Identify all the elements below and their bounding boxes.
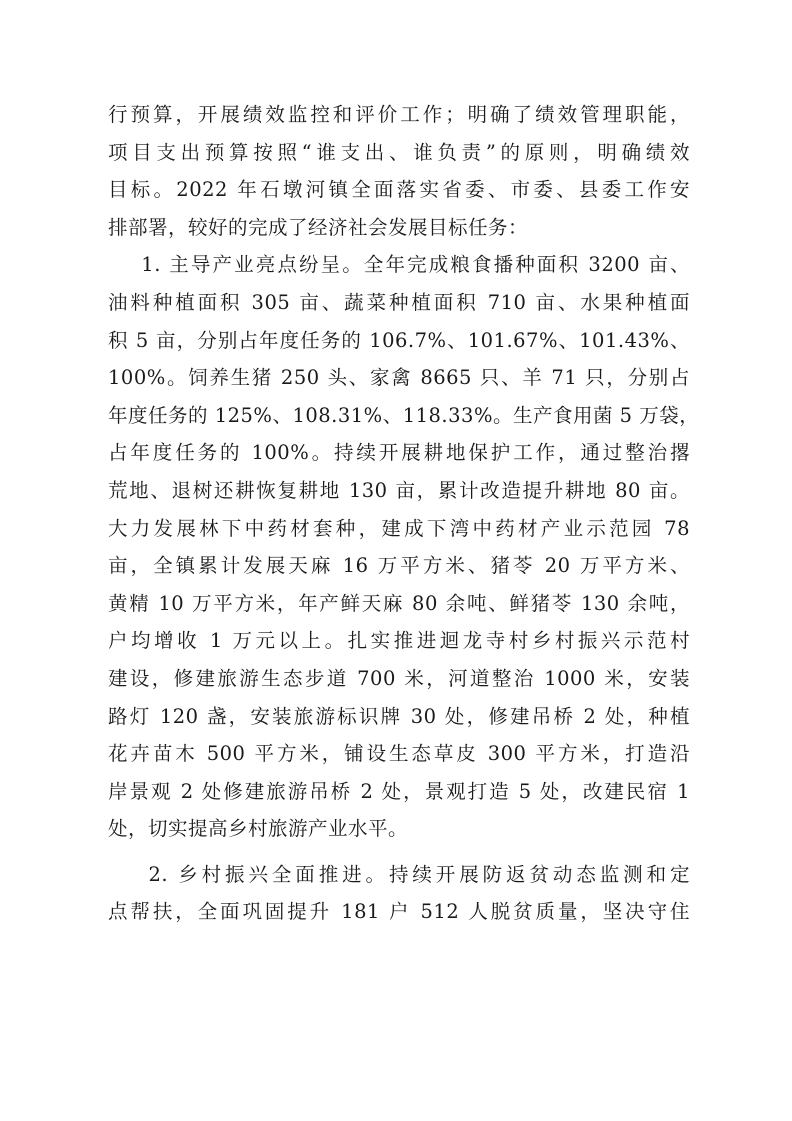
text-line: 荒地、退树还耕恢复耕地 130 亩，累计改造提升耕地 80 亩。: [108, 478, 690, 502]
text-line: 排部署，较好的完成了经济社会发展目标任务：: [108, 215, 529, 239]
text-line: 油料种植面积 305 亩、蔬菜种植面积 710 亩、水果种植面: [108, 290, 690, 314]
text-line: 点帮扶，全面巩固提升 181 户 512 人脱贫质量，坚决守住: [108, 900, 690, 924]
text-line: 岸景观 2 处修建旅游吊桥 2 处，景观打造 5 处，改建民宿 1: [108, 779, 690, 803]
text-line: 花卉苗木 500 平方米，铺设生态草皮 300 平方米，打造沿: [108, 742, 690, 766]
text-line: 亩，全镇累计发展天麻 16 万平方米、猪苓 20 万平方米、: [108, 554, 690, 578]
text-line: 建设，修建旅游生态步道 700 米，河道整治 1000 米，安装: [108, 666, 690, 690]
text-line: 大力发展林下中药材套种，建成下湾中药材产业示范园 78: [108, 516, 690, 540]
text-line: 2. 乡村振兴全面推进。持续开展防返贫动态监测和定: [108, 862, 690, 886]
text-line: 路灯 120 盏，安装旅游标识牌 30 处，修建吊桥 2 处，种植: [108, 704, 690, 728]
paragraph-industry: [108, 246, 700, 848]
document-body: [108, 96, 700, 931]
text-line: 目标。2022 年石墩河镇全面落实省委、市委、县委工作安: [108, 178, 690, 202]
paragraph-rural-revitalization: [108, 856, 690, 931]
text-line: 占年度任务的 100%。持续开展耕地保护工作，通过整治撂: [108, 441, 690, 465]
text-line: 积 5 亩，分别占年度任务的 106.7%、101.67%、101.43%、: [108, 328, 690, 352]
text-line: 黄精 10 万平方米，年产鲜天麻 80 余吨、鲜猪苓 130 余吨，: [108, 591, 690, 615]
paragraph-gap: [108, 848, 690, 856]
text-line: 户均增收 1 万元以上。扎实推进迴龙寺村乡村振兴示范村: [108, 629, 690, 653]
text-line: 行预算，开展绩效监控和评价工作；明确了绩效管理职能，: [108, 103, 690, 126]
text-line: 处，切实提高乡村旅游产业水平。: [108, 817, 409, 841]
text-line: 年度任务的 125%、108.31%、118.33%。生产食用菌 5 万袋，: [108, 403, 700, 427]
paragraph-intro: [108, 96, 690, 246]
text-line: 项目支出预算按照“谁支出、谁负责”的原则，明确绩效: [108, 140, 690, 164]
text-line: 100%。饲养生猪 250 头、家禽 8665 只、羊 71 只，分别占: [108, 366, 690, 390]
text-line: 1. 主导产业亮点纷呈。全年完成粮食播种面积 3200 亩、: [108, 253, 690, 277]
